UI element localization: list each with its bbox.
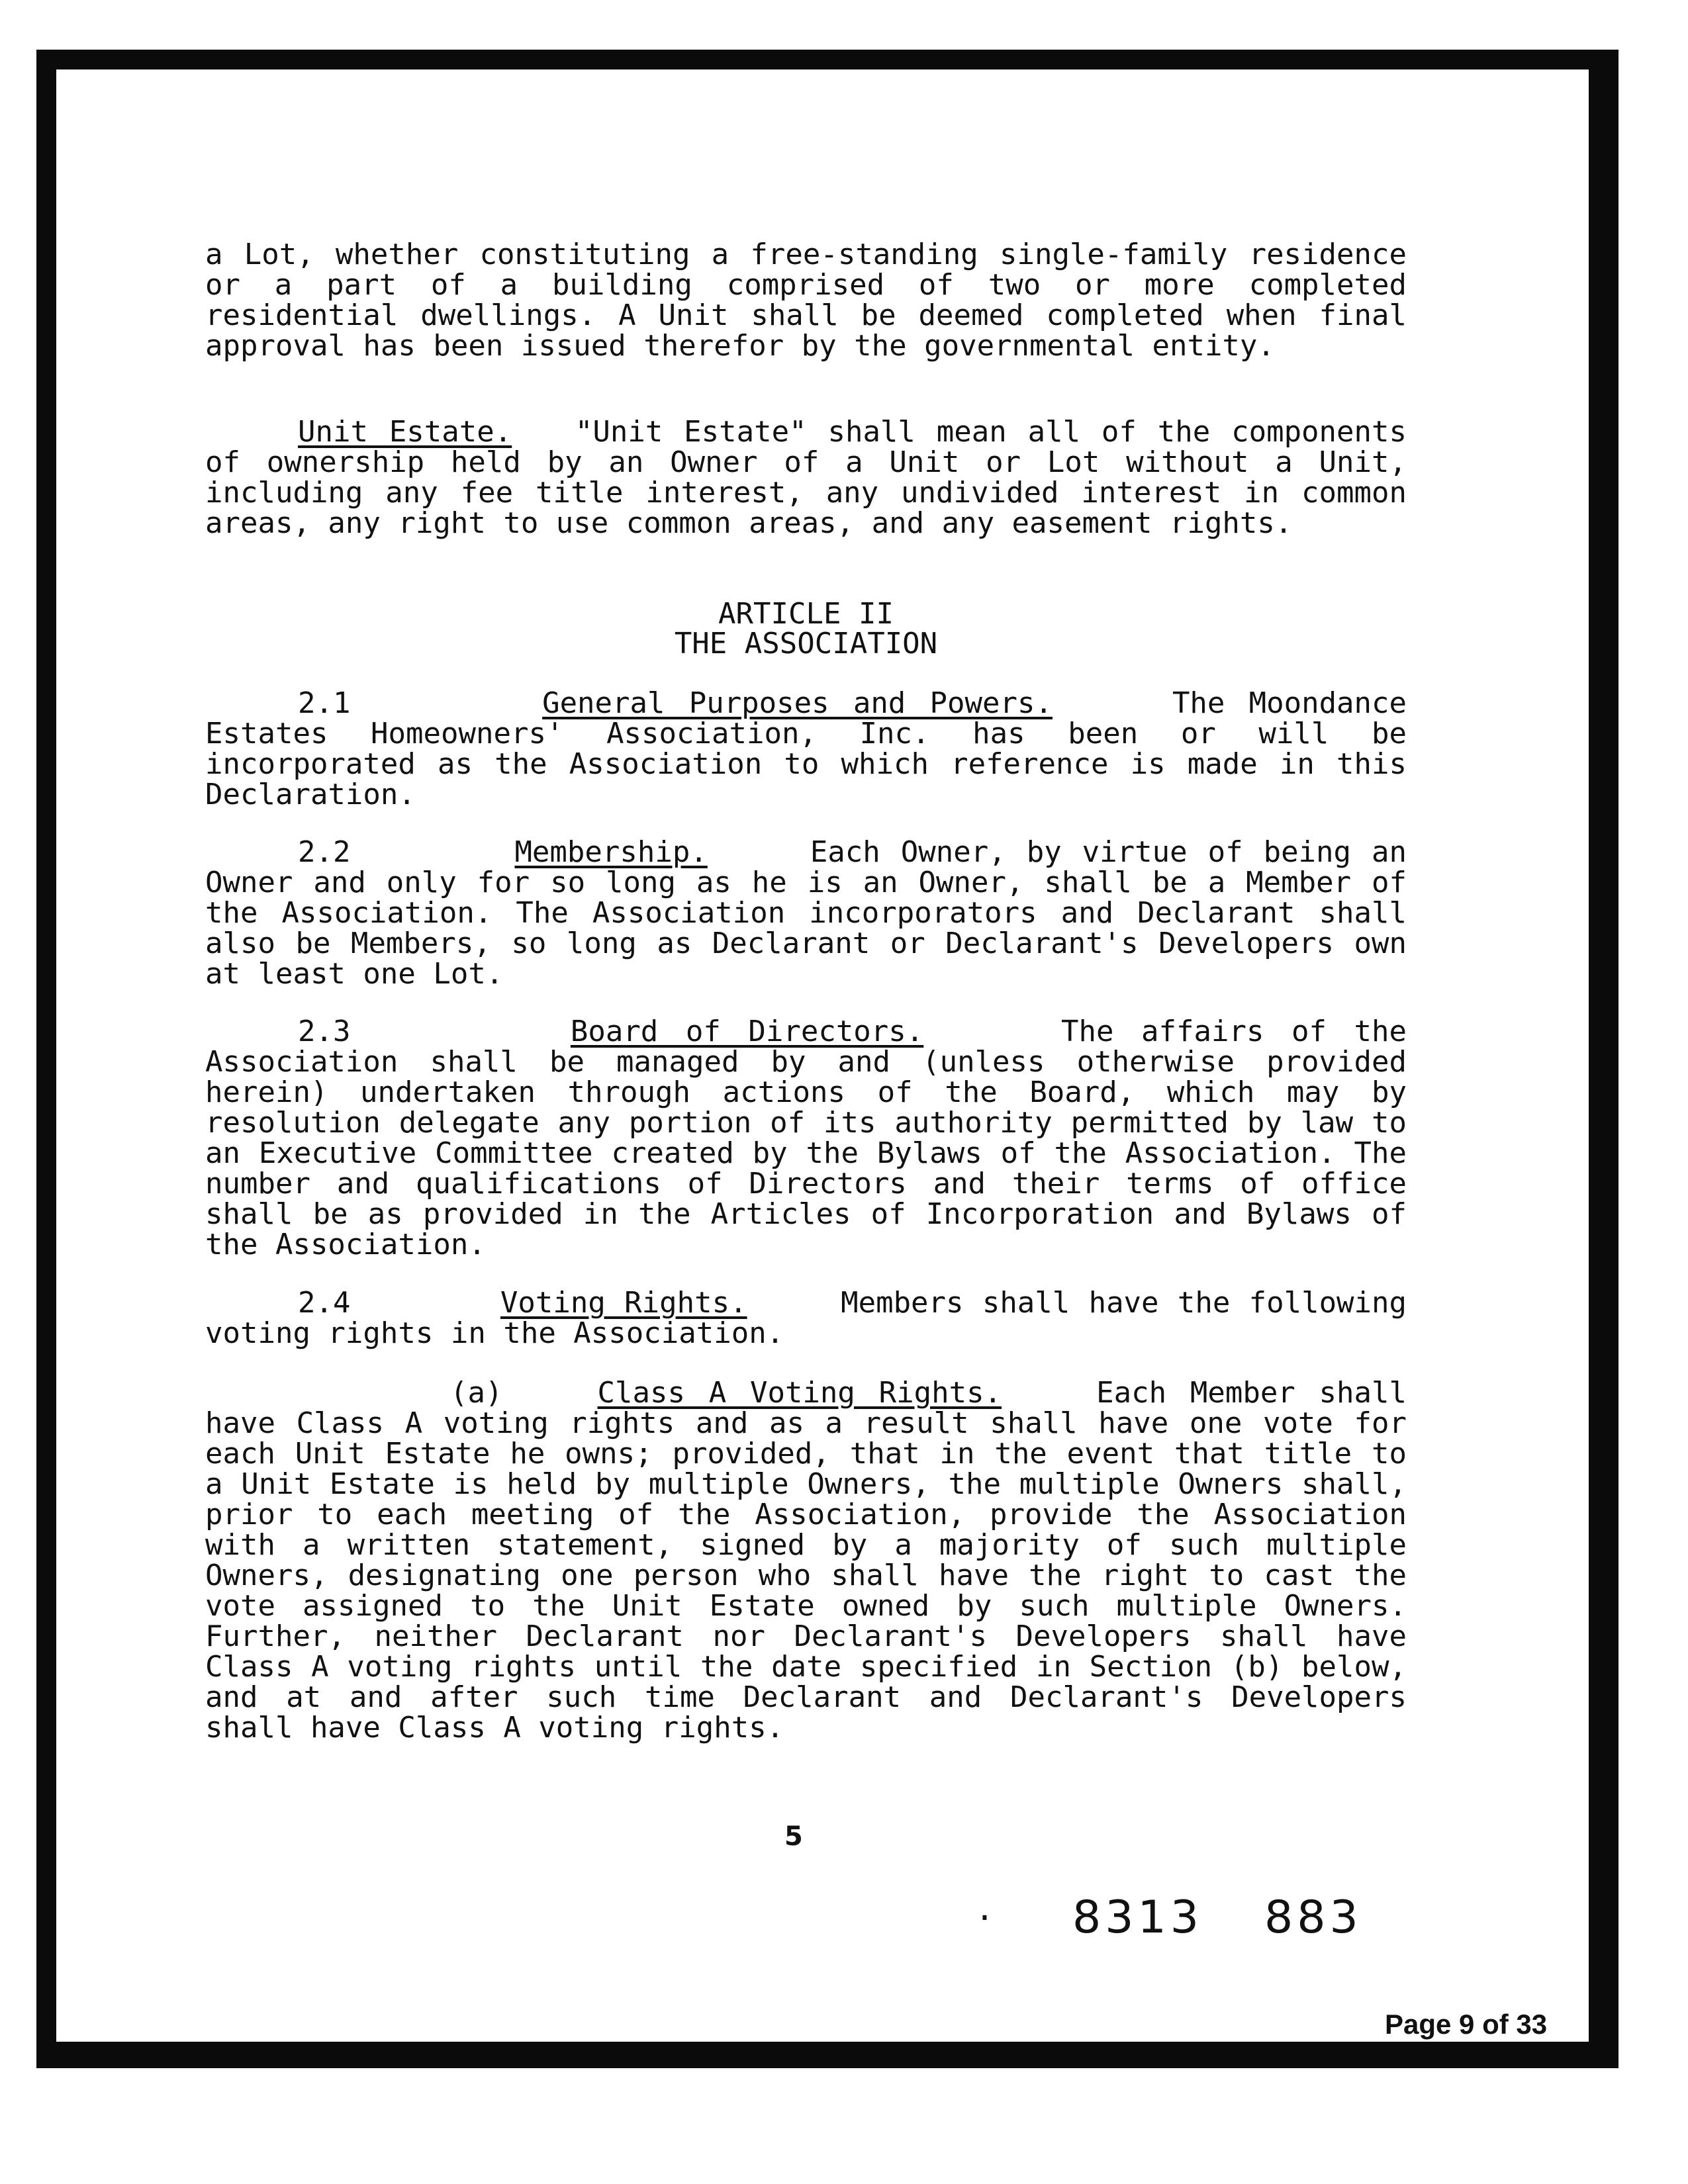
- unit-estate-heading: Unit Estate.: [298, 415, 512, 449]
- subsection-heading: Class A Voting Rights.: [597, 1376, 1002, 1410]
- section-body: The affairs of the Association shall be managed by and (unless otherwise provided herein) undertaken through actions of the Board, which may by resolution delegate any portion of its authority permitted by law to an Executive Committee created by the Bylaws of the Association. The number and qualifications of Directors and their terms of office shall be as provided in the Articles of Incorporation and Bylaws of the Association.: [205, 1015, 1407, 1261]
- subsection-a: [205, 1378, 1407, 1743]
- section-number: 2.3: [298, 1015, 351, 1048]
- subsection-label: (a): [450, 1376, 503, 1410]
- section-2-3: [205, 1017, 1407, 1260]
- section-number: 2.1: [298, 686, 351, 720]
- paragraph-text: a Lot, whether constituting a free-standing single-family residence or a part of a building comprised of two or more completed residential dwellings. A Unit shall be deemed completed when final approval has been issued therefor by the governmental entity.: [205, 238, 1407, 363]
- stamp-number-left: 8313: [1072, 1891, 1203, 1944]
- section-2-4: [205, 1288, 1407, 1349]
- section-body: Members shall have the following voting rights in the Association.: [205, 1286, 1407, 1350]
- article-title: THE ASSOCIATION: [674, 627, 938, 660]
- section-heading: Voting Rights.: [500, 1286, 747, 1320]
- page-of-label: Page 9 of 33: [1385, 2009, 1548, 2040]
- stamp-dot: ·: [975, 1899, 994, 1936]
- section-heading: Board of Directors.: [570, 1015, 924, 1048]
- section-2-1: [205, 688, 1407, 810]
- paragraph-unit-estate: [205, 417, 1407, 539]
- scan-border-right: [1589, 50, 1618, 2068]
- section-number: 2.4: [298, 1286, 351, 1320]
- subsection-body: Each Member shall have Class A voting rights and as a result shall have one vote for each Unit Estate he owns; provided, that in the event that title to a Unit Estate is held by multiple Owners, the multiple Owners shall, prior to each meeting of the Association, provide the Association with a written statement, signed by a majority of such multiple Owners, designating one person who shall have the right to cast the vote assigned to the Unit Estate owned by such multiple Owners. Further, neither Declarant nor Declarant's Developers shall have Class A voting rights until the date specified in Section (b) below, and at and after such time Declarant and Declarant's Developers shall have Class A voting rights.: [205, 1376, 1407, 1745]
- scan-border-left: [36, 50, 56, 2068]
- section-heading: Membership.: [514, 835, 708, 869]
- unit-estate-body: "Unit Estate" shall mean all of the components of ownership held by an Owner of a Unit or Lot without a Unit, including any fee title interest, any undivided interest in common areas, any right to use common areas, and any easement rights.: [205, 415, 1407, 540]
- section-body: The Moondance Estates Homeowners' Association, Inc. has been or will be incorporated as the Association to which reference is made in this Declaration.: [205, 686, 1407, 811]
- scan-border-bottom: [36, 2042, 1618, 2068]
- stamp-number-right: 883: [1264, 1891, 1362, 1944]
- section-heading: General Purposes and Powers.: [542, 686, 1053, 720]
- paragraph-unit-continuation: [205, 240, 1407, 361]
- scan-border-top: [36, 50, 1618, 69]
- section-2-2: [205, 837, 1407, 989]
- section-number: 2.2: [298, 835, 351, 869]
- section-body: Each Owner, by virtue of being an Owner and only for so long as he is an Owner, shall be a Member of the Association. The Association incorporators and Declarant shall also be Members, so long as Declarant or Declarant's Developers own at least one Lot.: [205, 835, 1407, 991]
- page-number: 5: [784, 1821, 803, 1852]
- article-number: ARTICLE II: [718, 597, 894, 631]
